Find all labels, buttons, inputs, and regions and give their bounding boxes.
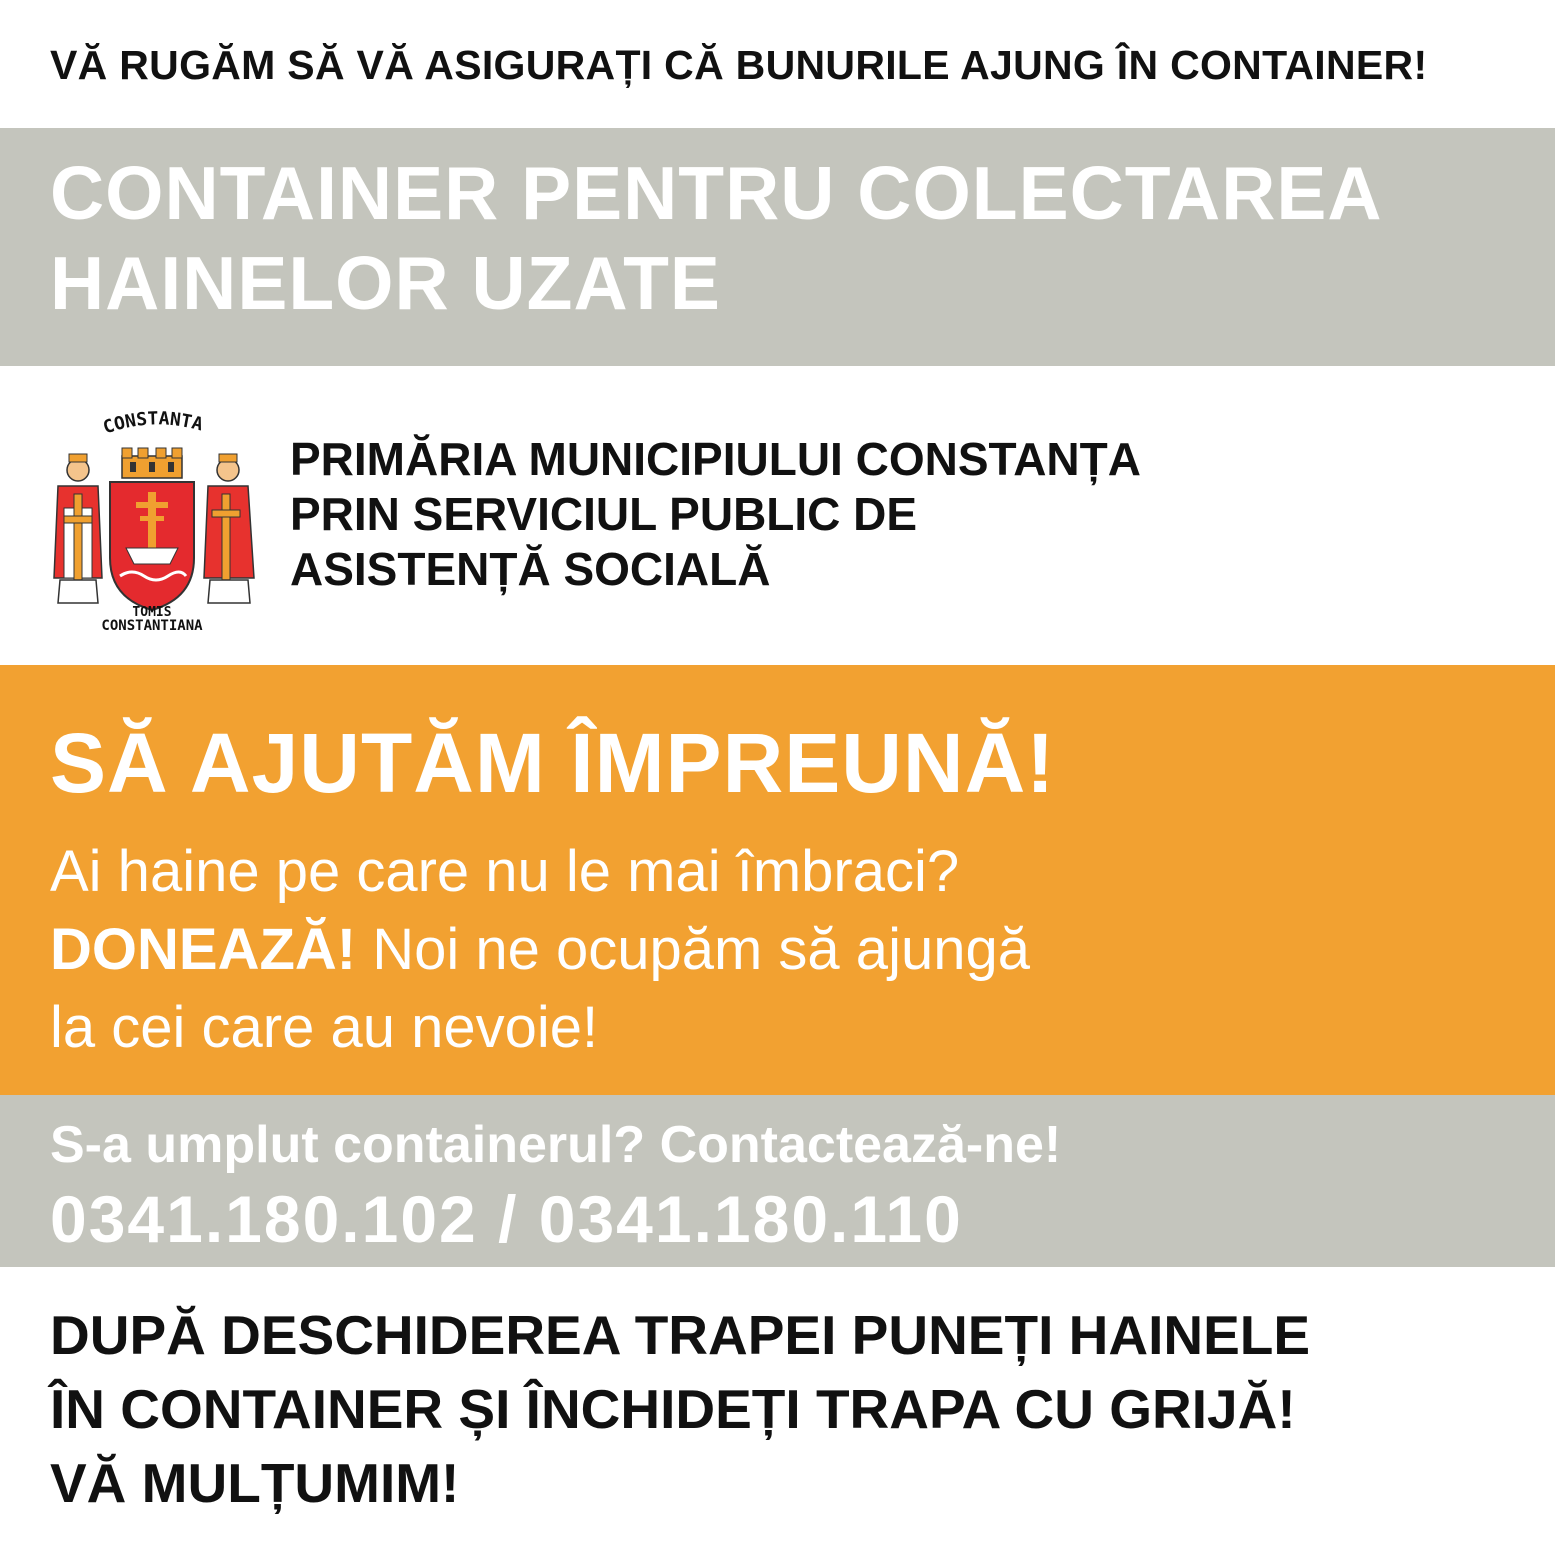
emperor-figure (54, 454, 102, 603)
appeal-line-2 (50, 911, 1500, 989)
red-shield (110, 482, 194, 610)
emblem-bottom-text-1: TOMIS (132, 605, 172, 620)
svg-text:CONSTANTA (100, 408, 205, 438)
constanta-coat-of-arms (40, 398, 265, 633)
appeal-body (50, 833, 1500, 1067)
organization-name (290, 432, 1490, 597)
contact-banner (0, 1095, 1555, 1267)
contact-question: S-a umplut containerul? Contactează-ne! (50, 1116, 1062, 1174)
mural-crown (122, 448, 182, 478)
organization-line-1: PRIMĂRIA MUNICIPIULUI CONSTANȚA (290, 433, 1141, 485)
top-notice: VĂ RUGĂM SĂ VĂ ASIGURAȚI CĂ BUNURILE AJUNG ÎN CONTAINER! (50, 42, 1428, 88)
page-title (50, 148, 1530, 328)
title-line-2: HAINELOR UZATE (50, 241, 721, 325)
appeal-line-1: Ai haine pe care nu le mai îmbraci? (50, 839, 960, 904)
organization-line-2: PRIN SERVICIUL PUBLIC DE (290, 488, 918, 540)
appeal-headline: SĂ AJUTĂM ÎMPREUNĂ! (50, 716, 1056, 810)
title-banner (0, 128, 1555, 366)
title-line-1: CONTAINER PENTRU COLECTAREA (50, 151, 1383, 235)
instructions (50, 1298, 1530, 1520)
contact-phone-numbers: 0341.180.102 / 0341.180.110 (50, 1182, 963, 1256)
empress-figure (204, 454, 254, 603)
emblem-bottom-text-2: CONSTANTIANA (101, 618, 203, 633)
organization-line-3: ASISTENȚĂ SOCIALĂ (290, 543, 771, 595)
appeal-line-2-rest: Noi ne ocupăm să ajungă (356, 917, 1030, 982)
appeal-banner (0, 665, 1555, 1095)
emblem-top-text: CONSTANTA (100, 408, 206, 439)
thank-you: VĂ MULȚUMIM! (50, 1452, 460, 1514)
donate-emphasis: DONEAZĂ! (50, 917, 357, 982)
instructions-line-1: DUPĂ DESCHIDEREA TRAPEI PUNEȚI HAINELE (50, 1304, 1311, 1366)
instructions-line-2: ÎN CONTAINER ȘI ÎNCHIDEȚI TRAPA CU GRIJĂ! (50, 1378, 1296, 1440)
appeal-line-3: la cei care au nevoie! (50, 995, 599, 1060)
